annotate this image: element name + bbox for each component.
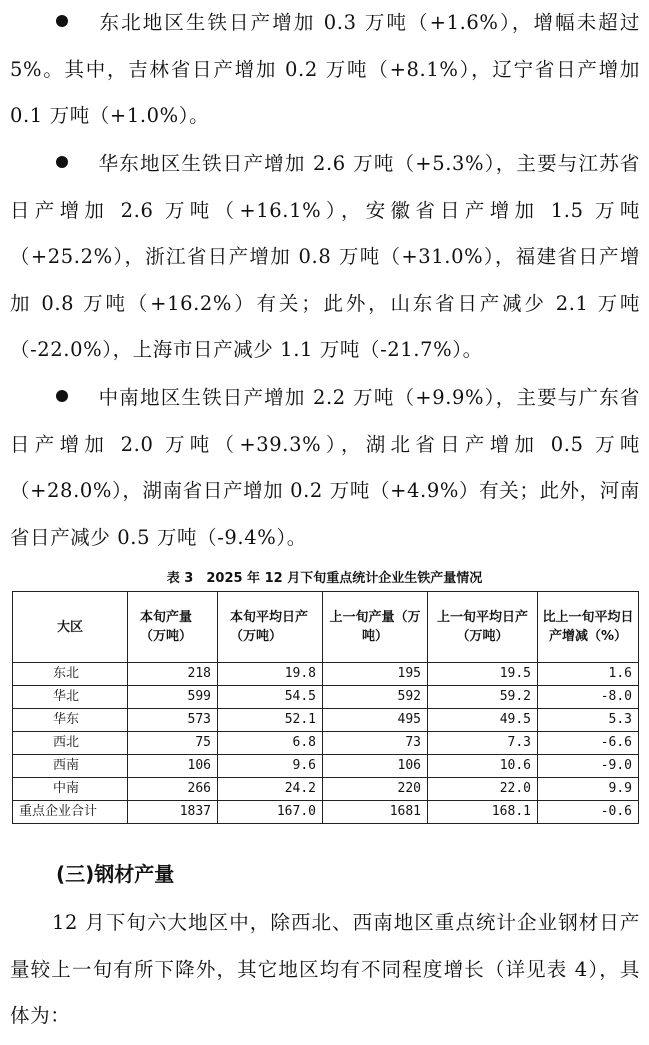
pig-iron-output-table [12, 591, 639, 824]
cell-change: -0.6 [538, 801, 639, 824]
table-caption: 表 3 2025 年 12 月下旬重点统计企业生铁产量情况 [166, 571, 483, 586]
paragraph-text: 12 月下旬六大地区中，除西北、西南地区重点统计企业钢材日产量较上一旬有所下降外，其它地区均有不同程度增长（详见表 4），具体为： [10, 911, 640, 1027]
section-heading: (三)钢材产量 [56, 862, 175, 886]
table-header-row [13, 592, 639, 663]
table-row [13, 686, 639, 709]
cell-prev-output: 195 [323, 663, 428, 686]
header-change: 比上一旬平均日产增减（%） [538, 592, 639, 663]
cell-prev-output: 592 [323, 686, 428, 709]
cell-region: 华东 [13, 709, 128, 732]
cell-prev-output: 73 [323, 732, 428, 755]
header-region: 大区 [13, 592, 128, 663]
cell-current-output: 266 [128, 778, 218, 801]
header-current-output: 本旬产量（万吨） [128, 592, 218, 663]
cell-prev-output: 495 [323, 709, 428, 732]
cell-prev-daily: 7.3 [428, 732, 538, 755]
table-row [13, 709, 639, 732]
cell-region: 东北 [13, 663, 128, 686]
cell-change: -9.0 [538, 755, 639, 778]
header-prev-daily: 上一旬平均日产（万吨） [428, 592, 538, 663]
header-current-daily: 本旬平均日产（万吨） [218, 592, 323, 663]
cell-current-daily: 24.2 [218, 778, 323, 801]
cell-prev-daily: 59.2 [428, 686, 538, 709]
header-prev-output: 上一旬产量（万吨） [323, 592, 428, 663]
paragraph-central-south [10, 375, 640, 561]
cell-prev-daily: 168.1 [428, 801, 538, 824]
cell-region: 西北 [13, 732, 128, 755]
cell-current-output: 1837 [128, 801, 218, 824]
cell-current-output: 599 [128, 686, 218, 709]
cell-prev-output: 1681 [323, 801, 428, 824]
paragraph-steel-intro [10, 900, 640, 1040]
cell-current-daily: 9.6 [218, 755, 323, 778]
cell-current-daily: 167.0 [218, 801, 323, 824]
cell-prev-daily: 10.6 [428, 755, 538, 778]
cell-prev-daily: 19.5 [428, 663, 538, 686]
cell-current-output: 75 [128, 732, 218, 755]
cell-region: 中南 [13, 778, 128, 801]
bullet-icon [56, 156, 68, 168]
cell-change: 5.3 [538, 709, 639, 732]
cell-region: 重点企业合计 [13, 801, 128, 824]
cell-region: 西南 [13, 755, 128, 778]
cell-prev-output: 220 [323, 778, 428, 801]
bullet-icon [56, 15, 68, 27]
cell-change: -8.0 [538, 686, 639, 709]
cell-change: 9.9 [538, 778, 639, 801]
cell-prev-output: 106 [323, 755, 428, 778]
paragraph-text: 中南地区生铁日产增加 2.2 万吨（+9.9%），主要与广东省日产增加 2.0 万吨（+39.3%），湖北省日产增加 0.5 万吨（+28.0%），湖南省日产增加 0.2 万吨（+4.9%）有关；此外，河南省日产减少 0.5 万吨（-9.4%）。 [10, 386, 640, 549]
cell-prev-daily: 49.5 [428, 709, 538, 732]
cell-current-daily: 54.5 [218, 686, 323, 709]
paragraph-text: 华东地区生铁日产增加 2.6 万吨（+5.3%），主要与江苏省日产增加 2.6 万吨（+16.1%），安徽省日产增加 1.5 万吨（+25.2%），浙江省日产增加 0.8 万吨（+31.0%），福建省日产增加 0.8 万吨（+16.2%）有关；此外，山东省日产减少 2.1 万吨（-22.0%），上海市日产减少 1.1 万吨（-21.7%）。 [10, 152, 640, 361]
cell-prev-daily: 22.0 [428, 778, 538, 801]
bullet-icon [56, 390, 68, 402]
cell-current-daily: 52.1 [218, 709, 323, 732]
table-row [13, 778, 639, 801]
cell-current-daily: 19.8 [218, 663, 323, 686]
cell-current-output: 106 [128, 755, 218, 778]
table-total-row [13, 801, 639, 824]
cell-current-daily: 6.8 [218, 732, 323, 755]
cell-current-output: 218 [128, 663, 218, 686]
cell-change: -6.6 [538, 732, 639, 755]
paragraph-northeast [10, 0, 640, 140]
paragraph-text: 东北地区生铁日产增加 0.3 万吨（+1.6%），增幅未超过 5%。其中，吉林省日产增加 0.2 万吨（+8.1%），辽宁省日产增加 0.1 万吨（+1.0%）。 [10, 11, 640, 127]
table-row [13, 732, 639, 755]
cell-change: 1.6 [538, 663, 639, 686]
table-row [13, 755, 639, 778]
cell-region: 华北 [13, 686, 128, 709]
paragraph-east [10, 141, 640, 374]
cell-current-output: 573 [128, 709, 218, 732]
table-row [13, 663, 639, 686]
